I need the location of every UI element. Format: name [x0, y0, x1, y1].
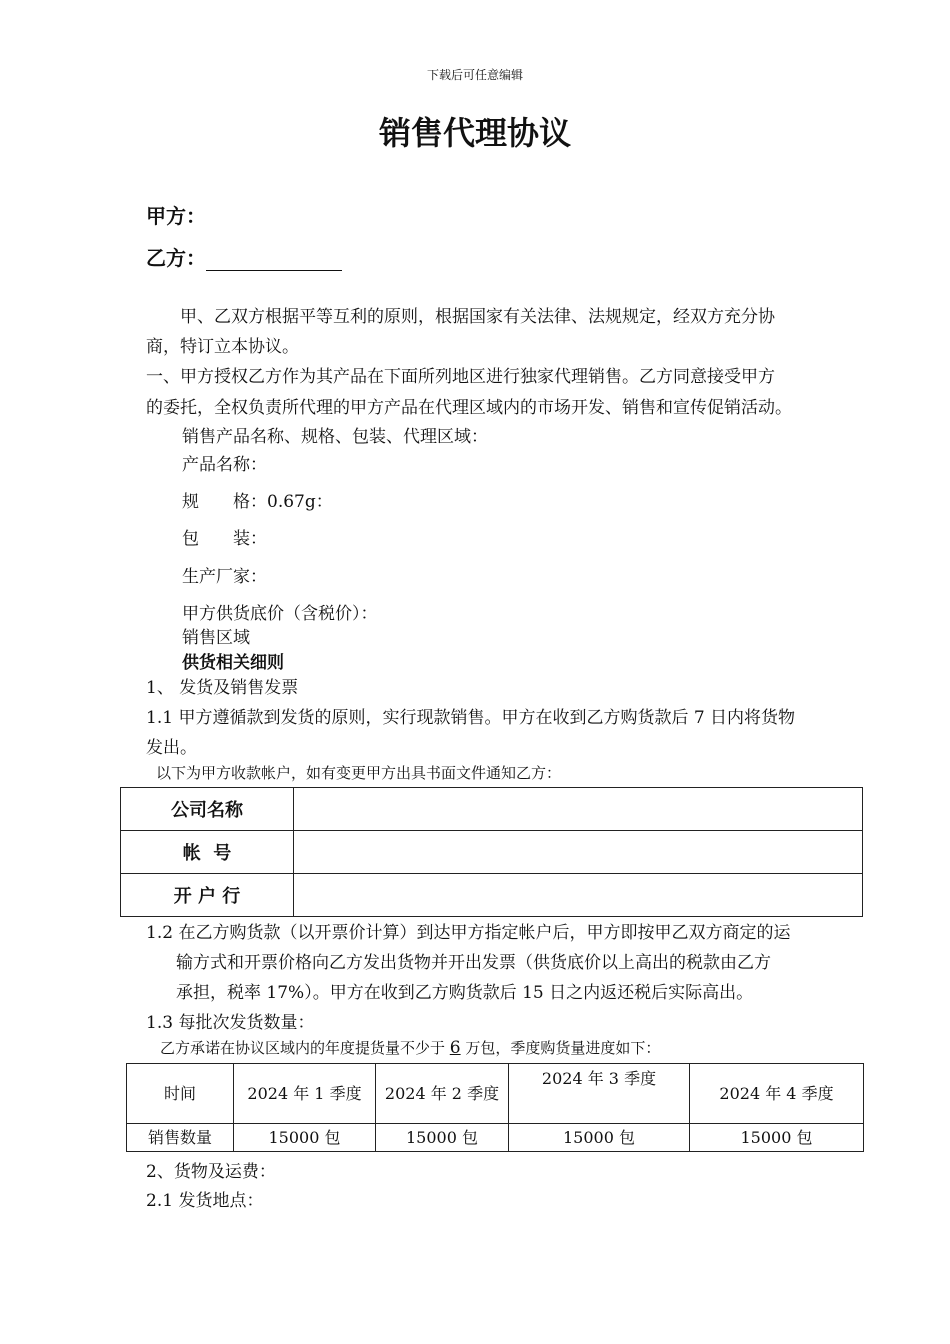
quarter-header-cell: 2024 年 2 季度 [376, 1064, 509, 1124]
clause-1-3: 1.3 每批次发货数量： [146, 1013, 315, 1033]
account-value-cell [294, 874, 863, 917]
quarter-header-cell: 2024 年 3 季度 [509, 1064, 690, 1124]
product-packaging-field: 包 装： [182, 529, 267, 549]
article1-line-2: 的委托，全权负责所代理的甲方产品在代理区域内的市场开发、销售和宣传促销活动。 [146, 398, 792, 418]
supply-rules-heading: 供货相关细则 [182, 653, 284, 673]
time-header-cell: 时间 [127, 1064, 234, 1124]
header-note: 下载后可任意编辑 [426, 68, 523, 82]
quarter-header-cell: 2024 年 1 季度 [234, 1064, 376, 1124]
intro-line-2: 商，特订立本协议。 [146, 337, 299, 357]
section-1-heading: 1、 发货及销售发票 [146, 678, 299, 698]
sales-qty-label-cell: 销售数量 [127, 1124, 234, 1152]
account-label-cell: 开 户 行 [121, 874, 294, 917]
sales-qty-cell: 15000 包 [690, 1124, 864, 1152]
account-label-cell: 帐 号 [121, 831, 294, 874]
commitment-amount: 6 [449, 1038, 461, 1058]
clause-1-2-line-3: 承担，税率 17%）。甲方在收到乙方购货款后 15 日之内返还税后实际高出。 [176, 983, 754, 1003]
party-a-label: 甲方： [146, 204, 206, 228]
party-b-label: 乙方： [146, 246, 206, 270]
table-row [121, 874, 863, 917]
table-row [127, 1124, 864, 1152]
table-row [127, 1064, 864, 1124]
sales-qty-cell: 15000 包 [376, 1124, 509, 1152]
quarter-header-cell: 2024 年 4 季度 [690, 1064, 864, 1124]
party-b-blank-line [206, 252, 342, 271]
commitment-line [160, 1037, 660, 1058]
clause-2-1: 2.1 发货地点： [146, 1191, 264, 1211]
product-name-field: 产品名称： [182, 455, 267, 475]
product-info-heading: 销售产品名称、规格、包装、代理区域： [182, 427, 488, 447]
commitment-after: 万包，季度购货量进度如下： [460, 1039, 661, 1057]
manufacturer-field: 生产厂家： [182, 567, 267, 587]
account-note: 以下为甲方收款帐户，如有变更甲方出具书面文件通知乙方： [156, 764, 562, 782]
account-value-cell [294, 831, 863, 874]
quarter-table [126, 1063, 864, 1152]
product-spec-field: 规 格：0.67g： [182, 492, 333, 512]
table-row [121, 831, 863, 874]
sales-qty-cell: 15000 包 [509, 1124, 690, 1152]
clause-1-1-line-1: 1.1 甲方遵循款到发货的原则，实行现款销售。甲方在收到乙方购货款后 7 日内将货物 [146, 708, 796, 728]
table-row [121, 788, 863, 831]
supply-price-field: 甲方供货底价（含税价）： [182, 604, 378, 624]
account-value-cell [294, 788, 863, 831]
section-2-heading: 2、货物及运费： [146, 1162, 276, 1182]
article1-line-1: 一、甲方授权乙方作为其产品在下面所列地区进行独家代理销售。乙方同意接受甲方 [146, 367, 775, 387]
intro-line-1: 甲、乙双方根据平等互利的原则，根据国家有关法律、法规规定，经双方充分协 [180, 307, 775, 327]
sales-region-field: 销售区域 [182, 628, 250, 648]
clause-1-2-line-2: 输方式和开票价格向乙方发出货物并开出发票（供货底价以上高出的税款由乙方 [176, 953, 771, 973]
clause-1-2-line-1: 1.2 在乙方购货款（以开票价计算）到达甲方指定帐户后，甲方即按甲乙双方商定的运 [146, 923, 791, 943]
party-b-row [146, 242, 342, 271]
account-label-cell: 公司名称 [121, 788, 294, 831]
commitment-before: 乙方承诺在协议区域内的年度提货量不少于 [160, 1039, 450, 1057]
account-table [120, 787, 863, 917]
sales-qty-cell: 15000 包 [234, 1124, 376, 1152]
clause-1-1-line-2: 发出。 [146, 738, 197, 758]
document-title: 销售代理协议 [378, 114, 571, 152]
